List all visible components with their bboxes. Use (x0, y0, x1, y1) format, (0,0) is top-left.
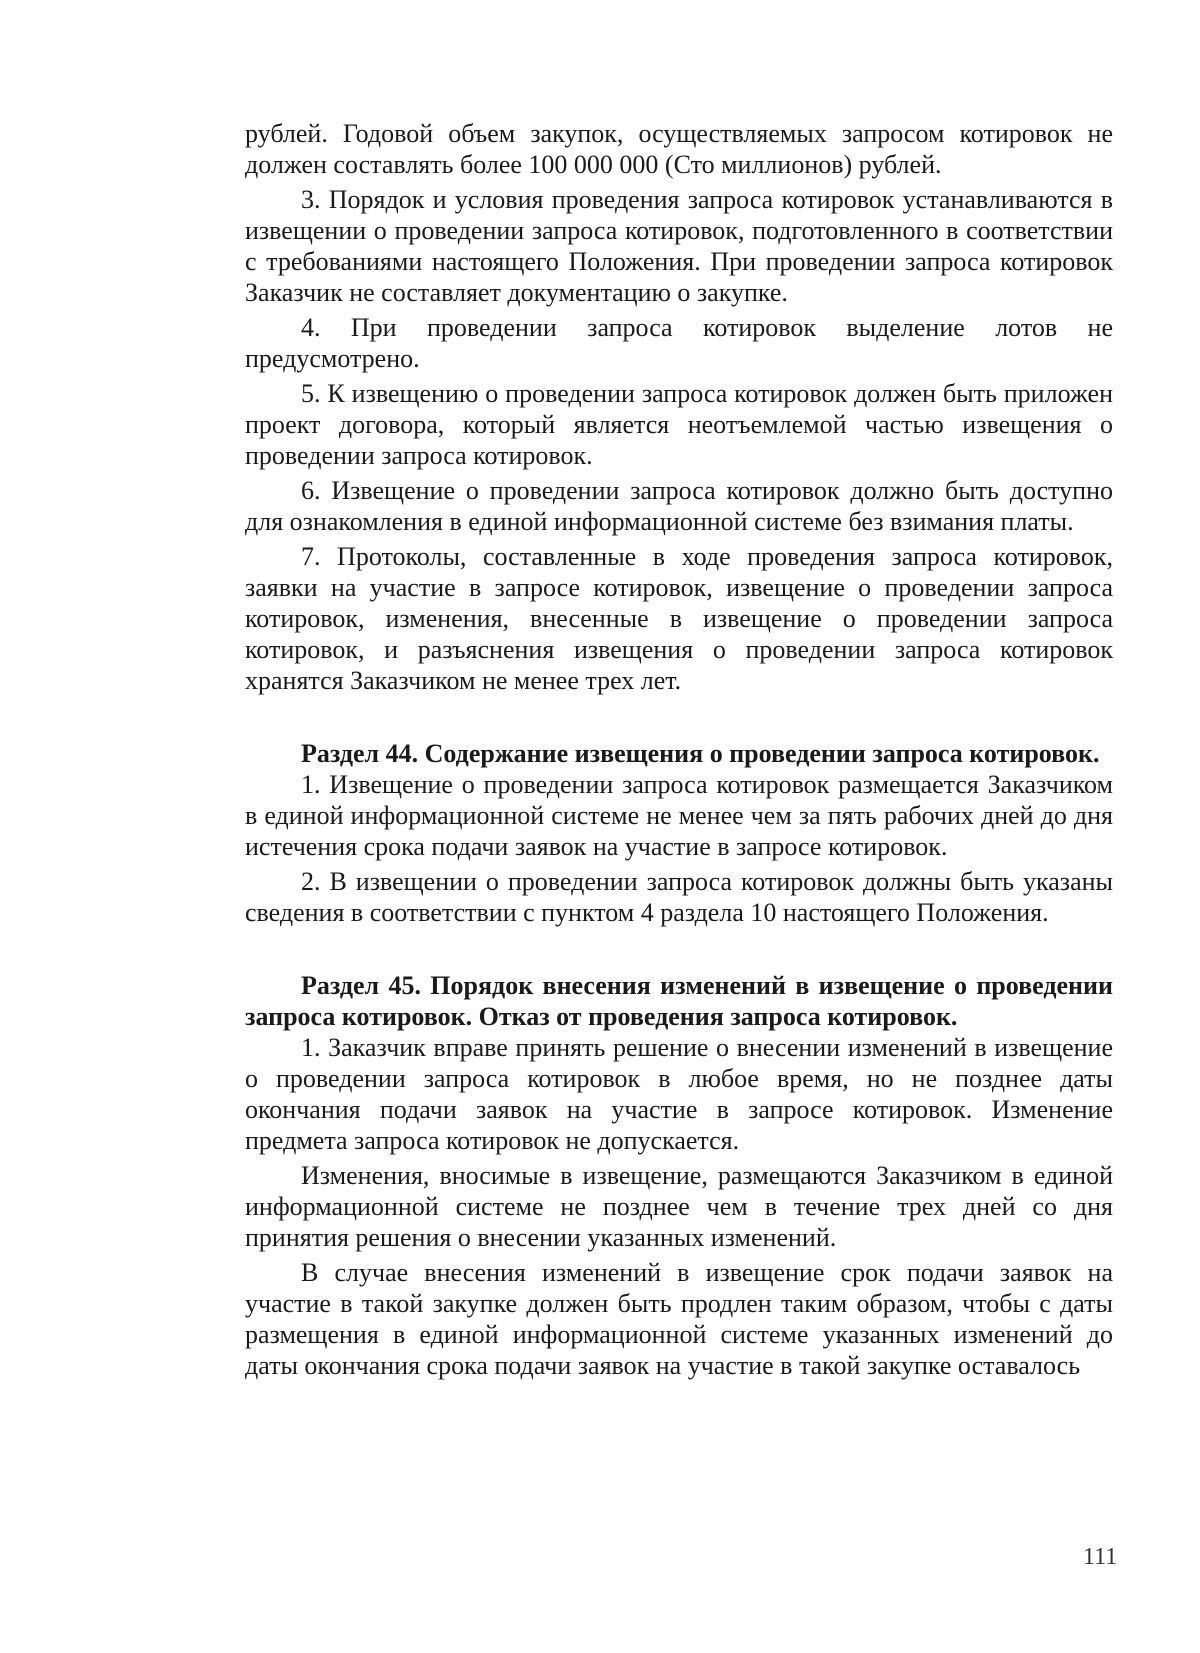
section-44-heading: Раздел 44. Содержание извещения о проведении запроса котировок. (301, 739, 1100, 768)
document-page (245, 118, 1113, 1385)
paragraph-item-5: 5. К извещению о проведении запроса котировок должен быть приложен проект договора, который является неотъемлемой частью извещения о проведении запроса котировок. (245, 379, 1113, 470)
section-45-heading: Раздел 45. Порядок внесения изменений в извещение о проведении запроса котировок. Отказ от проведения запроса котировок. (245, 971, 1113, 1031)
paragraph-item-3: 3. Порядок и условия проведения запроса котировок устанавливаются в извещении о проведении запроса котировок, подготовленного в соответствии с требованиями настоящего Положения. При проведении запроса котировок Заказчик не составляет документацию о закупке. (245, 185, 1113, 307)
section-44-paragraph-1: 1. Извещение о проведении запроса котировок размещается Заказчиком в единой информационной системе не менее чем за пять рабочих дней до дня истечения срока подачи заявок на участие в запросе котировок. (245, 770, 1113, 861)
section-45-paragraph-2: Изменения, вносимые в извещение, размещаются Заказчиком в единой информационной системе не позднее чем в течение трех дней со дня принятия решения о внесении указанных изменений. (245, 1161, 1113, 1252)
section-45-paragraph-3: В случае внесения изменений в извещение срок подачи заявок на участие в такой закупке должен быть продлен таким образом, чтобы с даты размещения в единой информационной системе указанных изменений до даты окончания срока подачи заявок на участие в такой закупке оставалось (245, 1258, 1113, 1380)
paragraph-item-4: 4. При проведении запроса котировок выделение лотов не предусмотрено. (245, 313, 1113, 373)
section-spacer (245, 700, 1113, 738)
section-44-paragraph-2: 2. В извещении о проведении запроса котировок должны быть указаны сведения в соответствии с пунктом 4 раздела 10 настоящего Положения. (245, 867, 1113, 927)
paragraph-continuation: рублей. Годовой объем закупок, осуществляемых запросом котировок не должен составлять более 100 000 000 (Сто миллионов) рублей. (245, 119, 1113, 179)
section-spacer (245, 932, 1113, 970)
paragraph-item-6: 6. Извещение о проведении запроса котировок должно быть доступно для ознакомления в единой информационной системе без взимания платы. (245, 476, 1113, 536)
section-45-paragraph-1: 1. Заказчик вправе принять решение о внесении изменений в извещение о проведении запроса котировок в любое время, но не позднее даты окончания подачи заявок на участие в запросе котировок. Изменение предмета запроса котировок не допускается. (245, 1033, 1113, 1155)
paragraph-item-7: 7. Протоколы, составленные в ходе проведения запроса котировок, заявки на участие в запросе котировок, извещение о проведении запроса котировок, изменения, внесенные в извещение о проведении запроса котировок, и разъяснения извещения о проведении запроса котировок хранятся Заказчиком не менее трех лет. (245, 542, 1113, 695)
page-number: 111 (1083, 1544, 1118, 1570)
